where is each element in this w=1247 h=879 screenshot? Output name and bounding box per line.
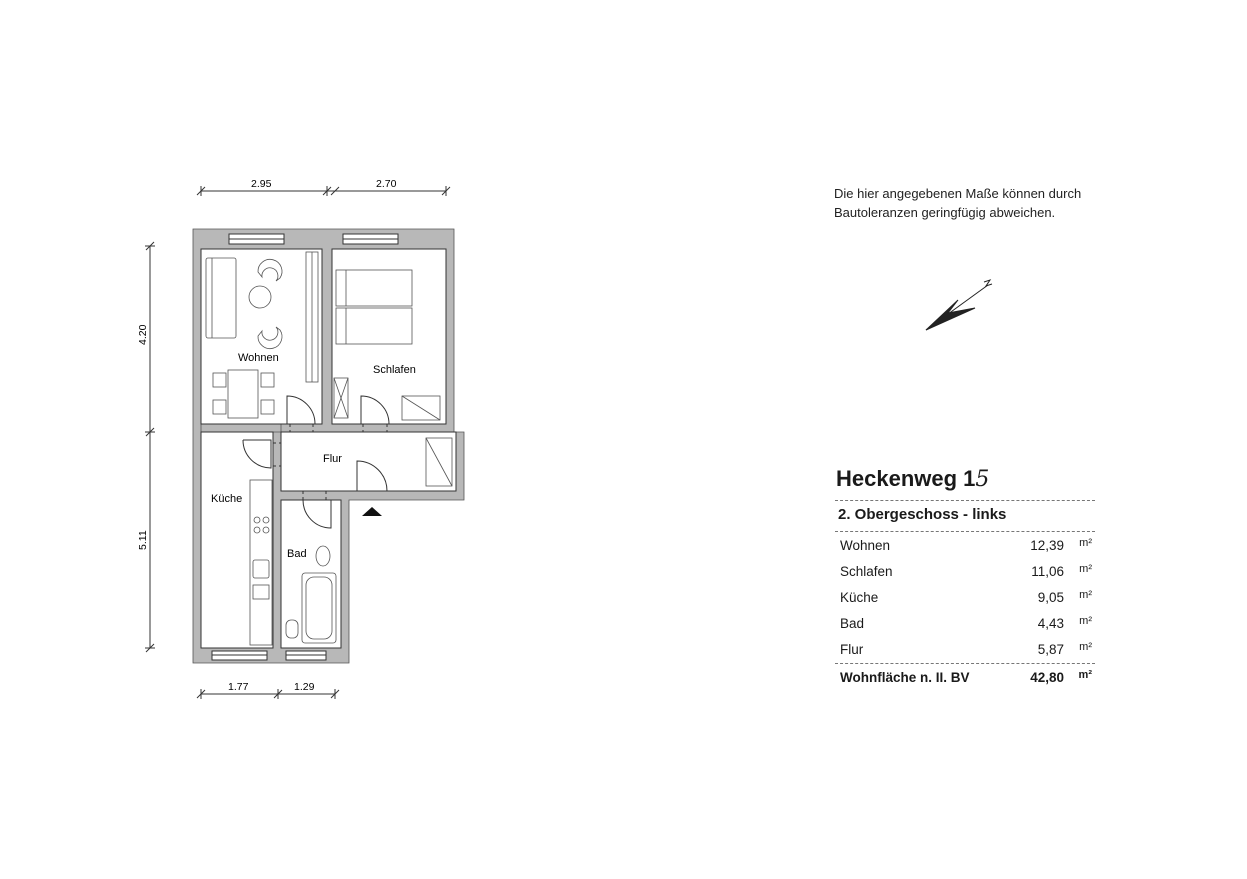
room-flur xyxy=(281,432,456,491)
dim-bottom-left: 1.77 xyxy=(228,681,249,693)
address-title xyxy=(836,466,989,492)
room-unit: m² xyxy=(1079,641,1092,653)
dim-top-right: 2.70 xyxy=(376,178,397,190)
area-row xyxy=(840,616,1092,636)
room-area: 4,43 xyxy=(1037,616,1064,631)
house-number-handwritten: 5 xyxy=(975,467,990,492)
area-row xyxy=(840,642,1092,662)
room-unit: m² xyxy=(1079,589,1092,601)
area-row xyxy=(840,590,1092,610)
dim-left-upper: 4.20 xyxy=(137,324,149,345)
dim-left-lower: 5.11 xyxy=(137,530,149,550)
room-schlafen xyxy=(332,249,446,424)
note-line-2: Bautoleranzen geringfügig abweichen. xyxy=(834,205,1056,220)
room-kueche xyxy=(201,432,273,648)
area-row xyxy=(840,564,1092,584)
area-row xyxy=(840,538,1092,558)
divider xyxy=(835,500,1095,501)
address-text: Heckenweg 1 xyxy=(836,466,976,491)
label-schlafen: Schlafen xyxy=(373,364,416,376)
divider xyxy=(835,663,1095,664)
label-wohnen: Wohnen xyxy=(238,352,279,364)
room-unit: m² xyxy=(1079,615,1092,627)
label-kueche: Küche xyxy=(211,493,243,505)
room-name: Schlafen xyxy=(840,564,893,579)
label-bad: Bad xyxy=(287,548,307,560)
tolerance-note xyxy=(834,184,1134,222)
floor-label: 2. Obergeschoss - links xyxy=(838,506,1007,523)
room-name: Küche xyxy=(840,590,879,605)
north-arrow-icon xyxy=(926,280,992,330)
dim-bottom-right: 1.29 xyxy=(294,681,315,693)
room-unit: m² xyxy=(1079,563,1092,575)
room-area: 9,05 xyxy=(1037,590,1064,605)
note-line-1: Die hier angegebenen Maße können durch xyxy=(834,186,1082,201)
room-unit: m² xyxy=(1079,537,1092,549)
room-area: 12,39 xyxy=(1030,538,1064,553)
room-area: 5,87 xyxy=(1037,642,1064,657)
room-name: Flur xyxy=(840,642,864,657)
label-flur: Flur xyxy=(323,453,342,465)
total-unit: m² xyxy=(1078,669,1092,681)
room-name: Bad xyxy=(840,616,865,631)
room-area: 11,06 xyxy=(1031,564,1064,579)
entrance-marker xyxy=(362,507,382,516)
total-row xyxy=(840,670,1092,690)
total-area: 42,80 xyxy=(1030,670,1064,685)
dim-top-left: 2.95 xyxy=(251,178,272,190)
total-label: Wohnfläche n. II. BV xyxy=(840,670,970,685)
divider xyxy=(835,531,1095,532)
room-name: Wohnen xyxy=(840,538,891,553)
